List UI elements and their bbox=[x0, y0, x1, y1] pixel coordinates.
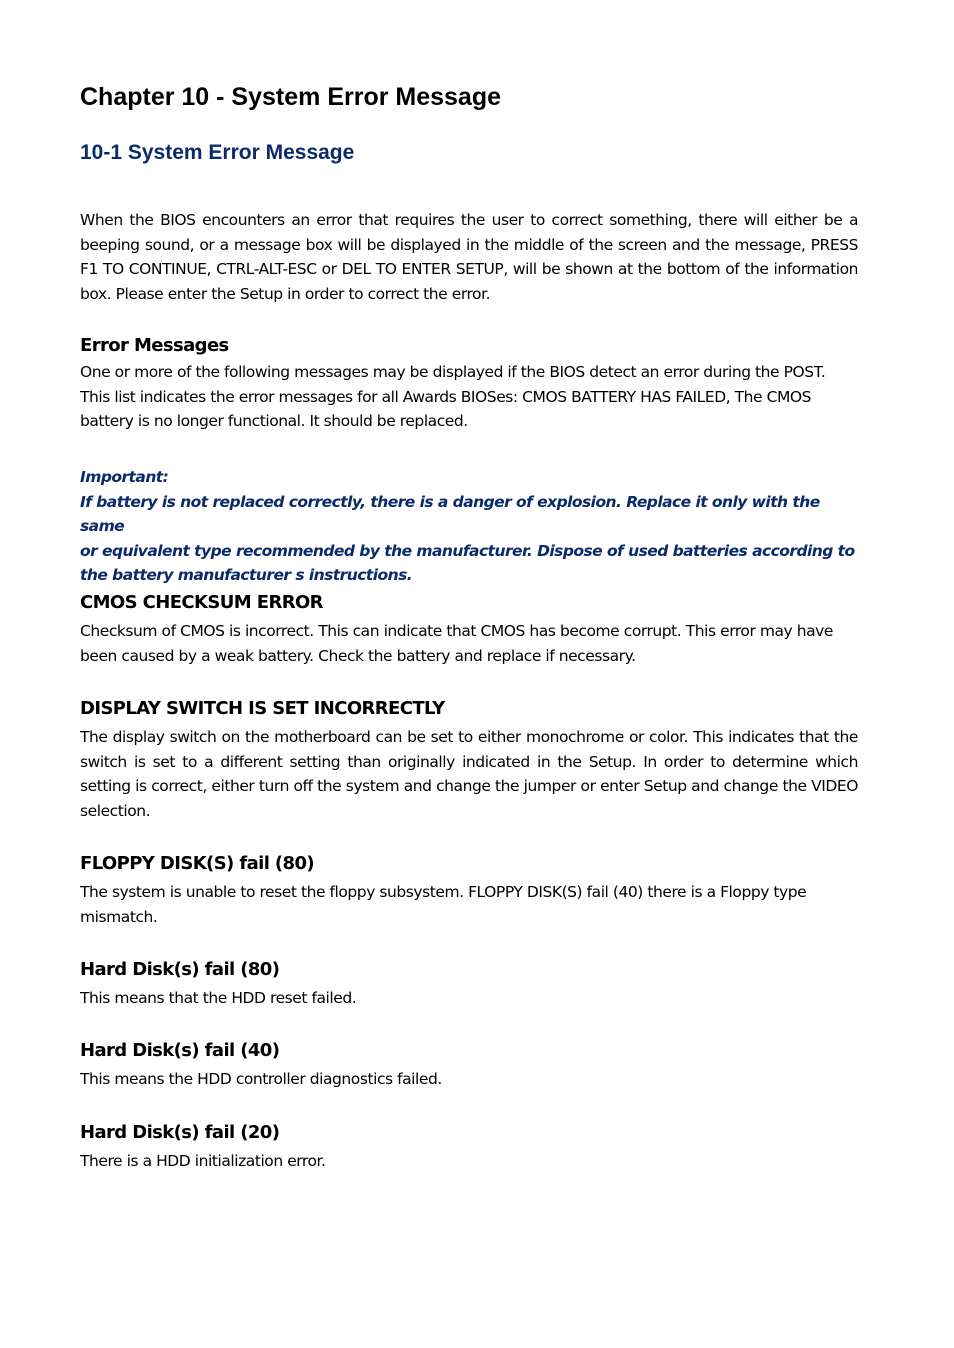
intro-paragraph: When the BIOS encounters an error that requires the user to correct something, there will either be a beeping sound, or a message box will be displayed in the middle of the screen and the message, PRESS F1 TO CONTINUE, CTRL-ALT-ESC or DEL TO ENTER SETUP, will be shown at the bottom of the information box. Please enter the Setup in order to correct the error. bbox=[80, 211, 858, 303]
error-messages-body: One or more of the following messages may be displayed if the BIOS detect an error during the POST. This list indicates the error messages for all Awards BIOSes: CMOS BATTERY HAS FAILED, The CMOS battery is no longer functional. It should be replaced. bbox=[80, 363, 826, 430]
important-line-2: or equivalent type recommended by the manufacturer. Dispose of used batteries according to bbox=[80, 541, 855, 560]
important-label: Important: bbox=[80, 468, 169, 486]
entry-cmos-checksum bbox=[80, 591, 858, 668]
intro-block bbox=[80, 208, 858, 306]
entry-heading: CMOS CHECKSUM ERROR bbox=[80, 592, 323, 613]
important-note bbox=[80, 465, 858, 588]
entry-hdd-fail-80 bbox=[80, 958, 858, 1011]
entry-body: There is a HDD initialization error. bbox=[80, 1152, 326, 1170]
entry-hdd-fail-20 bbox=[80, 1121, 858, 1174]
section-title: 10-1 System Error Message bbox=[80, 141, 355, 164]
chapter-title: Chapter 10 - System Error Message bbox=[80, 83, 502, 111]
important-line-3: the battery manufacturer s instructions. bbox=[80, 566, 413, 584]
entry-body: This means that the HDD reset failed. bbox=[80, 989, 357, 1007]
entry-body: Checksum of CMOS is incorrect. This can indicate that CMOS has become corrupt. This error may have been caused by a weak battery. Check the battery and replace if necessary. bbox=[80, 622, 833, 665]
entry-heading: Hard Disk(s) fail (40) bbox=[80, 1040, 280, 1061]
important-line-1: If battery is not replaced correctly, there is a danger of explosion. Replace it only with the same bbox=[80, 492, 820, 535]
entry-body: This means the HDD controller diagnostics failed. bbox=[80, 1070, 442, 1088]
entry-body: The display switch on the motherboard can be set to either monochrome or color. This indicates that the switch is set to a different setting than originally indicated in the Setup. In order to determine which setting is correct, either turn off the system and change the jumper or enter Setup and change the VIDEO selection. bbox=[80, 728, 858, 820]
entry-body: The system is unable to reset the floppy subsystem. FLOPPY DISK(S) fail (40) there is a Floppy type mismatch. bbox=[80, 883, 807, 926]
error-messages-heading: Error Messages bbox=[80, 335, 229, 356]
entry-heading: Hard Disk(s) fail (20) bbox=[80, 1122, 280, 1143]
entry-hdd-fail-40 bbox=[80, 1039, 858, 1092]
error-messages-section bbox=[80, 334, 858, 434]
entry-heading: Hard Disk(s) fail (80) bbox=[80, 959, 280, 980]
entry-heading: FLOPPY DISK(S) fail (80) bbox=[80, 853, 315, 874]
entry-display-switch bbox=[80, 697, 858, 823]
entry-floppy-fail bbox=[80, 852, 858, 929]
entry-heading: DISPLAY SWITCH IS SET INCORRECTLY bbox=[80, 698, 445, 719]
